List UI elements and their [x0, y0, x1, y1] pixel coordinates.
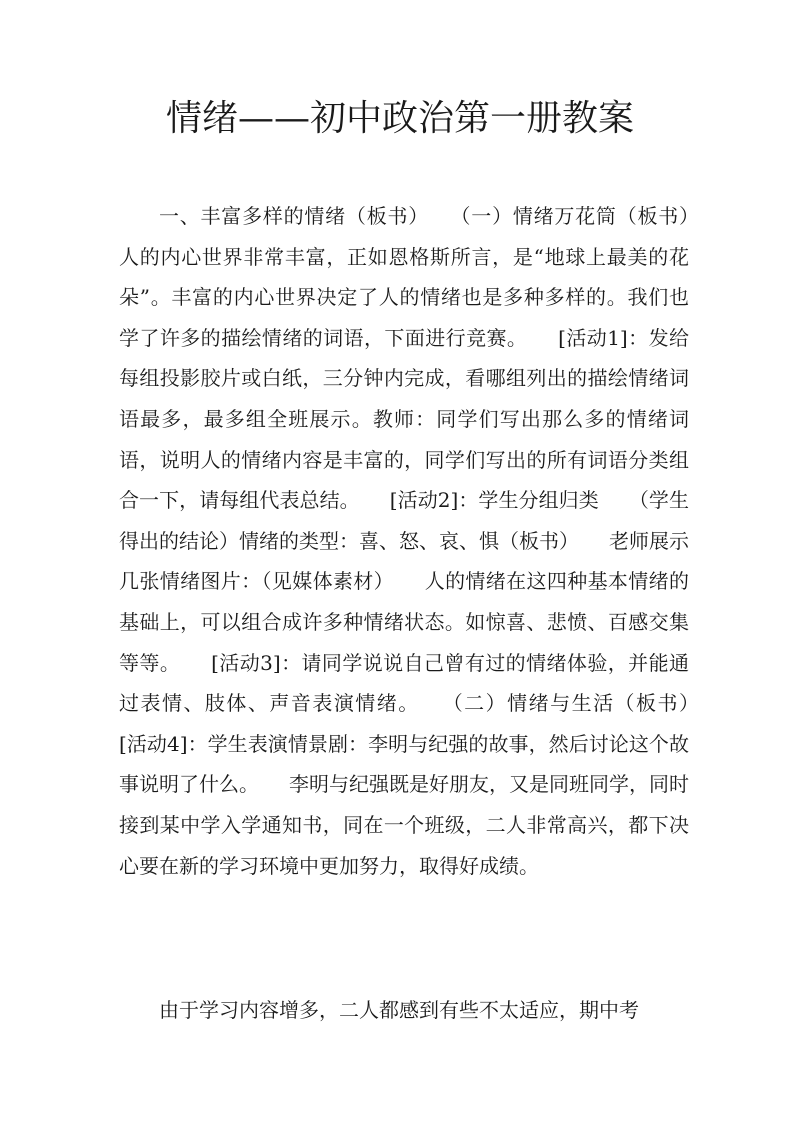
paragraph-2: 由于学习内容增多，二人都感到有些不太适应，期中考	[159, 998, 639, 1022]
document-title: 情绪——初中政治第一册教案	[165, 98, 634, 139]
paragraph-1: 一、丰富多样的情绪（板书） （一）情绪万花筒（板书） 人的内心世界非常丰富，正如恩格斯所言，是“地球上最美的花朵”。丰富的内心世界决定了人的情绪也是多种多样的。我们也学了许多的描绘情绪的词语，下面进行竞赛。 [活动1]：发给每组投影胶片或白纸，三分钟内完成，看哪组列出的描绘情绪词语最多，最多组全班展示。教师：同学们写出那么多的情绪词语，说明人的情绪内容是丰富的，同学们写出的所有词语分类组合一下，请每组代表总结。 [活动2]：学生分组归类 （学生得出的结论）情绪的类型：喜、怒、哀、惧（板书） 老师展示几张情绪图片：（见媒体素材） 人的情绪在这四种基本情绪的基础上，可以组合成许多种情绪状态。如惊喜、悲愤、百感交集等等。 [活动3]：请同学说说自己曾有过的情绪体验，并能通过表情、肢体、声音表演情绪。 （二）情绪与生活（板书） [活动4]：学生表演情景剧：李明与纪强的故事，然后讨论这个故事说明了什么。 李明与纪强既是好朋友，又是同班同学，同时接到某中学入学通知书，同在一个班级，二人非常高兴，都下决心要在新的学习环境中更加努力，取得好成绩。	[119, 204, 729, 878]
